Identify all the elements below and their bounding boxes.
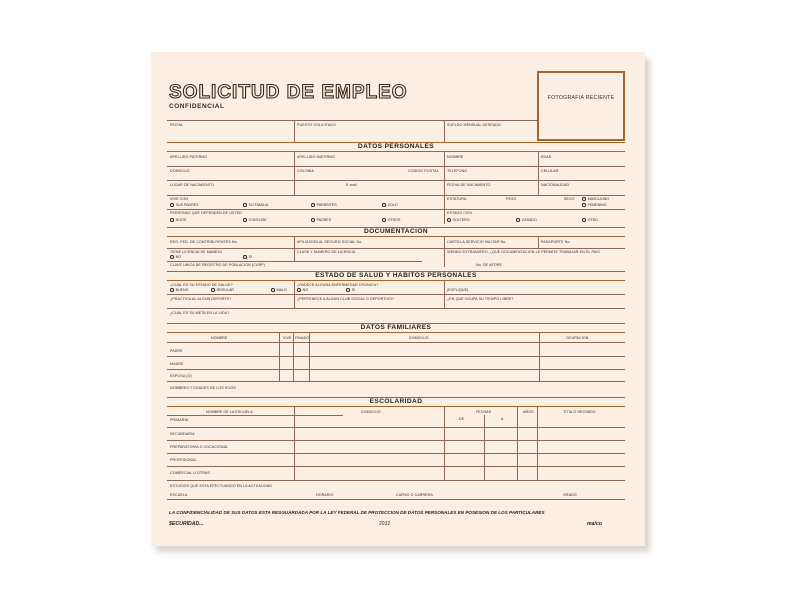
field: ESCUELA: [170, 493, 188, 497]
section-datos-personales: [167, 142, 625, 152]
photo-label: FOTOGRAFIA RECIENTE: [547, 95, 615, 101]
brand-logo-right: ma/co: [587, 521, 602, 527]
radio-icon[interactable]: [346, 288, 350, 292]
rule: [167, 440, 625, 441]
field: CLAVE UNICA DE REGISTRO DE POBLACION (CURP): [170, 263, 266, 267]
radio-icon[interactable]: [582, 218, 586, 222]
option[interactable]: MALO: [271, 288, 287, 292]
field: ¿PADECE ALGUNA ENFERMEDAD CRONICA?: [297, 283, 379, 287]
option[interactable]: CONYUGE: [243, 218, 267, 222]
rule: [167, 308, 625, 309]
divider: [538, 237, 539, 248]
radio-icon[interactable]: [170, 203, 174, 207]
section-title: DOCUMENTACION: [363, 227, 429, 235]
radio-icon[interactable]: [271, 288, 275, 292]
field: (EXPLIQUE): [447, 288, 469, 292]
rule: [167, 180, 625, 181]
radio-icon[interactable]: [243, 218, 247, 222]
field: FECHA DE NACIMIENTO: [447, 183, 491, 187]
radio-icon[interactable]: [243, 255, 247, 259]
radio-icon[interactable]: [170, 255, 174, 259]
section-title: ESTADO DE SALUD Y HABITOS PERSONALES: [315, 271, 477, 279]
field: SEXO: [564, 197, 575, 201]
field: No. DE AFORE: [476, 263, 502, 267]
rule: [167, 166, 625, 167]
radio-icon[interactable]: [311, 203, 315, 207]
row-label: NOMBRES Y EDADES DE LOS HIJOS: [170, 386, 236, 390]
column-header: NOMBRE: [211, 336, 228, 340]
row-label: PREPARATORIA O VOCACIONAL: [170, 445, 229, 449]
radio-icon[interactable]: [382, 218, 386, 222]
divider: [294, 152, 295, 195]
field: DOMICILIO: [170, 169, 190, 173]
field: NACIONALIDAD: [541, 183, 570, 187]
radio-icon[interactable]: [311, 218, 315, 222]
rule: [167, 453, 625, 454]
rule: [167, 499, 625, 500]
divider: [444, 152, 445, 224]
option[interactable]: MASCULINO: [582, 197, 609, 201]
column-header: FECHAS: [476, 410, 492, 414]
rule: [167, 294, 625, 295]
rule: [167, 427, 625, 428]
field: TIENE LICENCIA DE MANEJO: [170, 250, 223, 254]
radio-icon[interactable]: [211, 288, 215, 292]
field: AFILIACION AL SEGURO SOCIAL No.: [297, 240, 363, 244]
column-header: FINADO: [295, 336, 310, 340]
column-subheader: DE: [459, 417, 465, 421]
column-header: VIVE: [283, 336, 292, 340]
rule: [167, 248, 625, 249]
field: COLONIA: [297, 169, 314, 173]
field: LUGAR DE NACIMIENTO: [170, 183, 214, 187]
divider: [444, 237, 445, 267]
rule: [167, 480, 625, 481]
option[interactable]: OTROS: [382, 218, 400, 222]
radio-icon[interactable]: [170, 218, 174, 222]
section-title: DATOS PERSONALES: [357, 142, 435, 150]
option[interactable]: SUS PADRES: [170, 203, 199, 207]
radio-icon[interactable]: [243, 203, 247, 207]
field: SIENDO EXTRANJERO, ¿QUE DOCUMENTACION LE PERMITE TRABAJAR EN EL PAIS: [447, 250, 600, 254]
field-fecha: FECHA: [170, 123, 183, 127]
field: REG. FED. DE CONTRIBUYENTES No.: [170, 240, 238, 244]
rule: [167, 381, 625, 382]
field: ¿CUAL ES SU META EN LA VIDA?: [170, 311, 230, 315]
rule: [167, 209, 625, 210]
divider: [484, 415, 485, 480]
field: CODIGO POSTAL: [408, 169, 439, 173]
rule: [167, 369, 625, 370]
field: ESTUDIOS QUE ESTA EFECTUANDO EN LA ACTUALIDAD: [170, 484, 273, 488]
column-header: DOMICILIO: [409, 336, 429, 340]
radio-icon[interactable]: [297, 288, 301, 292]
radio-icon[interactable]: [582, 203, 586, 207]
rule: [167, 120, 537, 121]
option[interactable]: SOLTERO: [447, 218, 470, 222]
section-title: DATOS FAMILIARES: [360, 323, 432, 331]
field: CURSO O CARRERA: [396, 493, 433, 497]
divider: [444, 281, 445, 308]
brand-logo-left: $ECURIDAD...: [169, 521, 204, 527]
column-header: TITULO RECIBIDO: [563, 410, 596, 414]
field: PERSONAS QUE DEPENDEN DE USTED: [170, 211, 242, 215]
divider: [539, 333, 540, 381]
section-escolaridad: [167, 397, 625, 407]
form-subtitle: CONFIDENCIAL: [169, 103, 225, 110]
field: PESO: [506, 197, 517, 201]
option[interactable]: NO: [170, 255, 181, 259]
form-number: 2032: [379, 521, 391, 527]
rule: [167, 261, 422, 262]
divider: [293, 333, 294, 381]
field: CARTILLA SERVICIO MILITAR No.: [447, 240, 507, 244]
row-label: SECUNDARIA: [170, 432, 195, 436]
option[interactable]: PADRES: [311, 218, 331, 222]
photo-box: [537, 71, 625, 141]
option[interactable]: SOLO: [382, 203, 398, 207]
field: CLASE Y NUMERO DE LICENCIA: [297, 250, 356, 254]
column-header: NOMBRE DE LA ESCUELA: [206, 410, 253, 414]
option[interactable]: SI: [243, 255, 252, 259]
privacy-notice: LA CONFIDENCIALIDAD DE SUS DATOS ESTA RESGUARDADA POR LA LEY FEDERAL DE PROTECCION DE DATOS PERSONALES EN POSESION DE LOS PARTICULARES: [169, 510, 545, 515]
row-label: ESPOSA (O): [170, 374, 192, 378]
option[interactable]: FEMENINO: [582, 203, 607, 207]
option[interactable]: SU FAMILIA: [243, 203, 268, 207]
divider: [294, 281, 295, 308]
divider: [444, 120, 445, 142]
radio-icon[interactable]: [382, 203, 386, 207]
section-familiares: [167, 323, 625, 333]
column-header: DOMICILIO: [361, 410, 381, 414]
rule: [167, 356, 625, 357]
field: APELLIDO PATERNO: [170, 155, 208, 159]
divider: [294, 120, 295, 142]
field: TELEFONO: [447, 169, 468, 173]
option[interactable]: OTRO: [582, 218, 598, 222]
rule: [167, 342, 625, 343]
divider: [279, 333, 280, 381]
application-form-sheet: [151, 52, 645, 546]
form-title: SOLICITUD DE EMPLEO: [169, 82, 408, 103]
divider: [294, 407, 295, 480]
column-header: OCUPACION: [566, 336, 589, 340]
option[interactable]: REGULAR: [211, 288, 234, 292]
rule: [167, 415, 343, 416]
field: VIVE CON: [170, 197, 188, 201]
field: ¿EN QUE OCUPA SU TIEMPO LIBRE?: [447, 297, 514, 301]
section-title: ESCOLARIDAD: [369, 397, 423, 405]
divider: [309, 333, 310, 381]
radio-icon[interactable]: [582, 197, 586, 201]
divider: [538, 152, 539, 195]
field: CELULAR: [541, 169, 559, 173]
divider: [444, 407, 445, 480]
field: ¿PRACTICA AL ALGUN DEPORTE?: [170, 297, 232, 301]
section-salud: [167, 271, 625, 281]
rule: [167, 195, 625, 196]
option[interactable]: PARIENTES: [311, 203, 337, 207]
divider: [294, 237, 295, 261]
field: GRADO: [563, 493, 577, 497]
section-documentacion: [167, 227, 625, 237]
column-header: AÑOS: [523, 410, 534, 414]
field: APELLIDO MATERNO: [297, 155, 335, 159]
radio-icon[interactable]: [516, 218, 520, 222]
field: NOMBRE: [447, 155, 464, 159]
divider: [517, 407, 518, 480]
option[interactable]: SI: [346, 288, 355, 292]
row-label: COMERCIAL U OTRAS: [170, 471, 210, 475]
option[interactable]: BUENO: [170, 288, 188, 292]
row-label: PADRE: [170, 349, 183, 353]
option[interactable]: HIJOS: [170, 218, 186, 222]
divider: [537, 407, 538, 480]
option[interactable]: CASADO: [516, 218, 537, 222]
radio-icon[interactable]: [447, 218, 451, 222]
field: EDAD: [541, 155, 552, 159]
field: HORARIO: [316, 493, 334, 497]
field: ¿PERTENECE A ALGUN CLUB SOCIAL O DEPORTIVO?: [297, 297, 395, 301]
field: E-mail: [346, 183, 357, 187]
field: ¿CUAL ES SU ESTADO DE SALUD?: [170, 283, 233, 287]
field: PASAPORTE No.: [541, 240, 571, 244]
field: ESTATURA: [447, 197, 467, 201]
column-subheader: A: [501, 417, 504, 421]
row-label: PROFESIONAL: [170, 458, 197, 462]
field-sueldo: SUELDO MENSUAL DESEADO: [447, 123, 501, 127]
option[interactable]: NO: [297, 288, 308, 292]
row-label: PRIMARIA: [170, 418, 189, 422]
row-label: MADRE: [170, 362, 184, 366]
field-puesto: PUESTO SOLICITADO: [297, 123, 336, 127]
radio-icon[interactable]: [170, 288, 174, 292]
field: ESTADO CIVIL: [447, 211, 473, 215]
rule: [167, 466, 625, 467]
